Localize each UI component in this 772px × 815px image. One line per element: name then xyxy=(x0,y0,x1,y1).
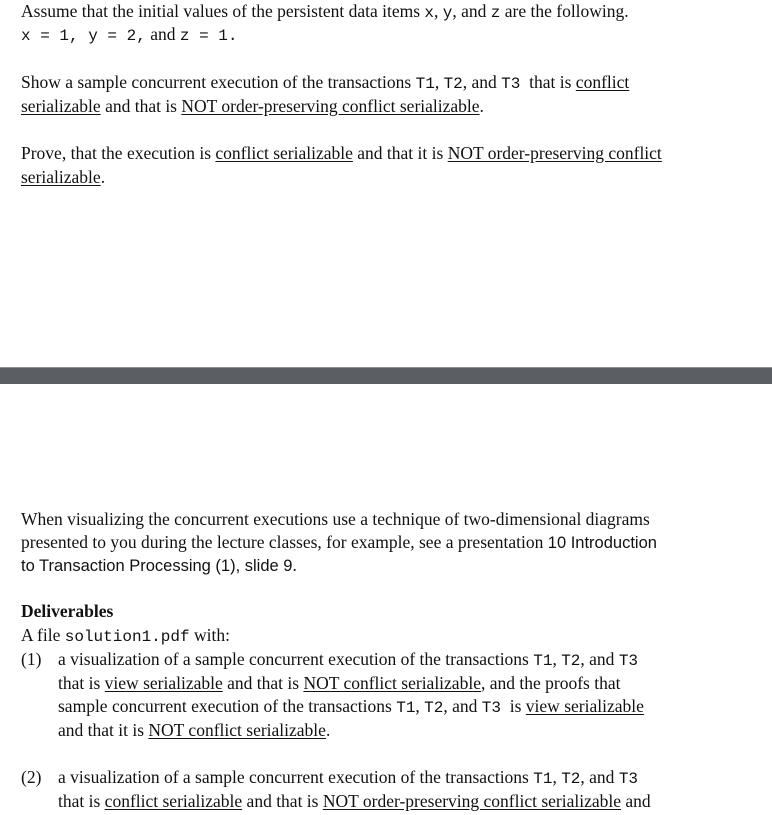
var-z: z xyxy=(490,4,501,22)
underlined-term: conflict xyxy=(575,72,630,92)
text: that is xyxy=(58,791,105,811)
txn-t2: T2 xyxy=(561,770,581,788)
text: , xyxy=(415,696,425,716)
underlined-term: view serializable xyxy=(525,696,644,716)
underlined-term: conflict serializable xyxy=(104,791,243,811)
file-name: solution1.pdf xyxy=(64,628,190,646)
var-y: y xyxy=(442,4,453,22)
item-2-line-2 xyxy=(58,790,651,812)
text: and that is xyxy=(222,673,304,693)
underlined-term: serializable xyxy=(21,167,101,187)
text: . xyxy=(292,555,297,575)
txn-t2: T2 xyxy=(424,699,444,717)
text: , xyxy=(434,72,444,92)
text: and xyxy=(621,791,651,811)
txn-t1: T1 xyxy=(415,75,435,93)
item-1-line-4 xyxy=(58,719,330,741)
text: , and xyxy=(462,72,502,92)
initial-value-z: z = 1. xyxy=(179,27,238,45)
text: , and the proofs that xyxy=(480,673,621,693)
item-1-line-2 xyxy=(58,672,620,694)
text: Prove, that the execution is xyxy=(21,143,216,163)
visualize-line-1: When visualizing the concurrent executions use a technique of two-dimensional diagrams xyxy=(21,509,650,529)
text: , xyxy=(552,649,562,669)
text: and that it is xyxy=(352,143,448,163)
text: a visualization of a sample concurrent execution of the transactions xyxy=(58,767,534,787)
presentation-reference: 10 Introduction xyxy=(547,534,657,552)
item-1-line-1 xyxy=(58,648,638,672)
text: and that it is xyxy=(58,720,149,740)
item-1-number: (1) xyxy=(21,649,42,669)
task-line-2 xyxy=(21,95,484,117)
underlined-term: NOT order-preserving conflict xyxy=(447,143,662,163)
txn-t3: T3 xyxy=(481,699,501,717)
text: Assume that the initial values of the persistent data items xyxy=(21,1,425,21)
text: that is xyxy=(58,673,105,693)
underlined-term: NOT order-preserving conflict serializable xyxy=(322,791,622,811)
txn-t2: T2 xyxy=(561,652,581,670)
prove-line-2 xyxy=(21,166,105,188)
text: and xyxy=(145,24,180,44)
text: that is xyxy=(520,72,576,92)
underlined-term: view serializable xyxy=(104,673,223,693)
text: , xyxy=(434,1,443,21)
deliverables-file-line xyxy=(21,624,230,648)
txn-t3: T3 xyxy=(618,770,639,788)
initial-values: x = 1, y = 2, xyxy=(21,27,146,45)
presentation-reference: to Transaction Processing (1), slide 9 xyxy=(21,557,293,575)
text: , and xyxy=(443,696,482,716)
text: Show a sample concurrent execution of the transactions xyxy=(21,72,416,92)
text: and that is xyxy=(100,96,182,116)
assumption-line-2 xyxy=(21,23,237,47)
underlined-term: NOT conflict serializable xyxy=(148,720,326,740)
deliverables-heading: Deliverables xyxy=(21,601,114,621)
text: a visualization of a sample concurrent execution of the transactions xyxy=(58,649,534,669)
item-2-line-1 xyxy=(58,766,638,790)
underlined-term: conflict serializable xyxy=(215,143,353,163)
txn-t1: T1 xyxy=(533,770,553,788)
pdf-page-lower xyxy=(0,384,772,815)
prove-line-1 xyxy=(21,142,662,164)
text: . xyxy=(479,96,484,116)
text: sample concurrent execution of the transactions xyxy=(58,696,397,716)
text: and that is xyxy=(242,791,323,811)
text: . xyxy=(100,167,106,187)
visualize-line-2 xyxy=(21,531,657,554)
visualize-line-3 xyxy=(21,554,297,577)
underlined-term: serializable xyxy=(21,96,101,116)
item-2-number: (2) xyxy=(21,767,42,787)
text: are the following. xyxy=(500,1,629,21)
txn-t3: T3 xyxy=(501,75,521,93)
txn-t3: T3 xyxy=(618,652,639,670)
text: , and xyxy=(580,649,619,669)
text: , and xyxy=(452,1,491,21)
text: is xyxy=(500,696,526,716)
text: presented to you during the lecture classes, for example, see a presentation xyxy=(21,532,548,552)
text: , xyxy=(552,767,562,787)
txn-t2: T2 xyxy=(443,75,463,93)
underlined-term: NOT conflict serializable xyxy=(303,673,481,693)
page-separator xyxy=(0,367,772,384)
task-line-1 xyxy=(21,71,629,95)
txn-t1: T1 xyxy=(396,699,416,717)
item-1-line-3 xyxy=(58,695,644,719)
assumption-line-1 xyxy=(21,0,629,24)
var-x: x xyxy=(424,4,434,22)
underlined-term: NOT order-preserving conflict serializable xyxy=(181,96,480,116)
text: A file xyxy=(21,625,65,645)
txn-t1: T1 xyxy=(533,652,553,670)
pdf-page-upper xyxy=(0,0,772,365)
text: , and xyxy=(580,767,619,787)
text: with: xyxy=(189,625,230,645)
text: . xyxy=(325,720,331,740)
